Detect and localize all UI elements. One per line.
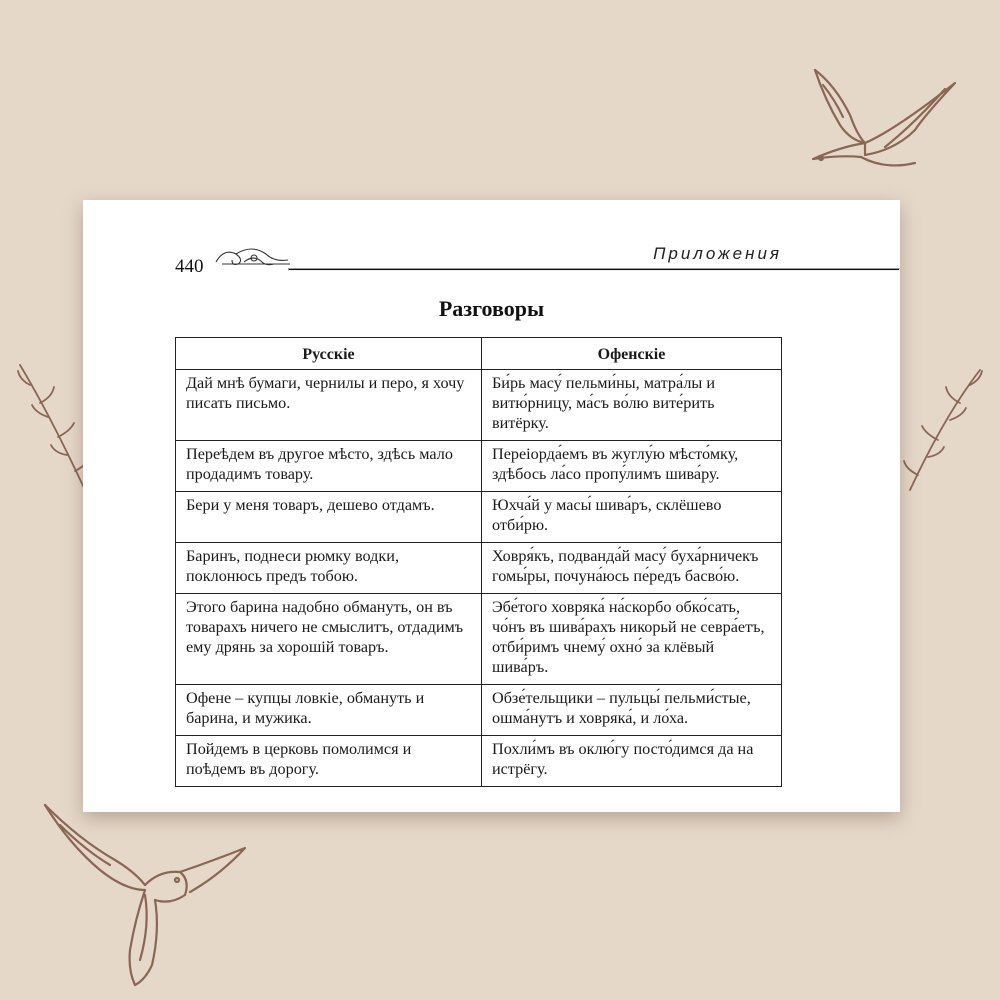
- russian-phrase: Пойдемъ в церковь помолимся и поѣдемъ въ дорогу.: [176, 736, 482, 787]
- ofenian-phrase: Похли́мъ въ оклю́гу посто́димся да на истрёгу.: [482, 736, 782, 787]
- vignette-ornament-icon: [214, 240, 292, 270]
- table-row: [176, 685, 782, 736]
- table-row: [176, 594, 782, 685]
- table-row: [176, 492, 782, 543]
- russian-phrase: Баринъ, поднеси рюмку водки, поклонюсь предъ тобою.: [176, 543, 482, 594]
- table-row: [176, 370, 782, 441]
- swallow-icon: [40, 800, 250, 990]
- column-header-ofenian: Офенскіе: [482, 338, 782, 370]
- page-title: Разговоры: [438, 296, 545, 321]
- table-header-row: [176, 338, 782, 370]
- russian-phrase: Дай мнѣ бумаги, чернилы и перо, я хочу писать письмо.: [176, 370, 482, 441]
- table-row: [176, 543, 782, 594]
- swallow-icon: [795, 55, 970, 175]
- running-header: Приложения: [653, 244, 782, 263]
- russian-phrase: Этого барина надобно обмануть, он въ товарахъ ничего не смыслитъ, отдадимъ ему дрянь за хорошій товаръ.: [176, 594, 482, 685]
- ofenian-phrase: Ховря́къ, подванда́й масу́ буха́рничекъ гомы́ры, почуна́юсь пе́редъ басво́ю.: [482, 543, 782, 594]
- ofenian-phrase: Обзе́тельщики – пульцы́ пельми́стые, ошма́нутъ и ховряка́, и ло́ха.: [482, 685, 782, 736]
- russian-phrase: Бери у меня товаръ, дешево отдамъ.: [176, 492, 482, 543]
- ofenian-phrase: Би́рь масу́ пельми́ны, матра́лы и витю́рницу, ма́съ во́лю вите́рить витёрку.: [482, 370, 782, 441]
- page-number: 440: [175, 256, 204, 277]
- russian-phrase: Переѣдем въ другое мѣсто, здѣсь мало продадимъ товару.: [176, 441, 482, 492]
- russian-phrase: Офене – купцы ловкіе, обмануть и барина, и мужика.: [176, 685, 482, 736]
- column-header-russian: Русскіе: [176, 338, 482, 370]
- ofenian-phrase: Переіорда́емъ въ жуглу́ю мѣсто́мку, здѣбось ла́со пропу́лимъ шива́ру.: [482, 441, 782, 492]
- ofenian-phrase: Эбе́того ховряка́ на́скорбо обко́сать, чо́нъ въ шива́рахъ никорьй не севра́етъ, отби́римъ чнему́ охно́ за клёвый шива́ръ.: [482, 594, 782, 685]
- table-row: [176, 441, 782, 492]
- table-row: [176, 736, 782, 787]
- phrase-table: [175, 337, 782, 787]
- willow-branch-icon: [15, 355, 90, 495]
- header-rule: [288, 268, 900, 271]
- willow-branch-icon: [900, 355, 985, 495]
- ofenian-phrase: Юхча́й у масы́ шива́ръ, склёшево отби́рю.: [482, 492, 782, 543]
- book-page: [83, 200, 900, 812]
